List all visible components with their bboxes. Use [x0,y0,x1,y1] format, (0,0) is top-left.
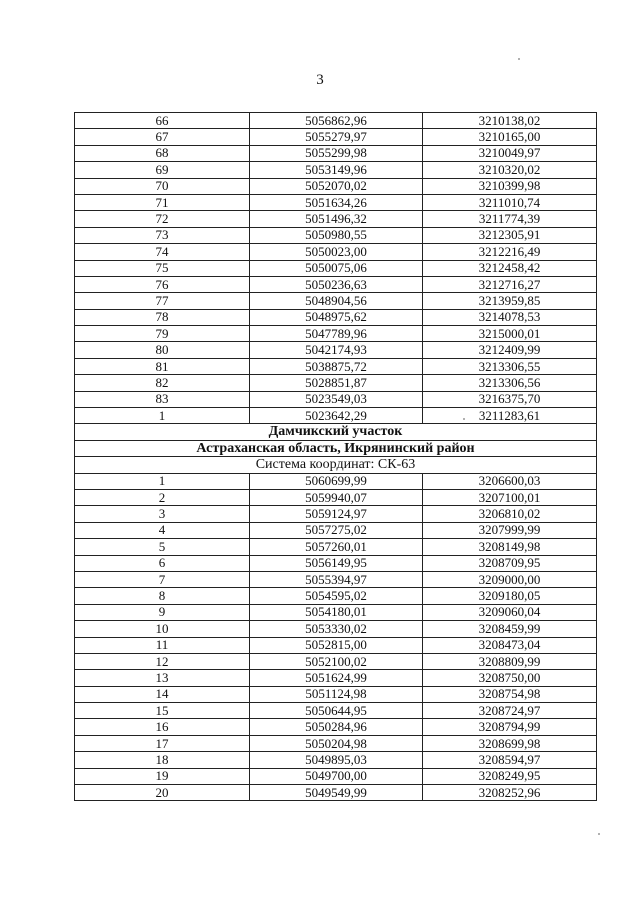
x-coordinate: 5050023,00 [250,244,423,260]
y-coordinate: 3207999,99 [423,522,597,538]
x-coordinate: 5048904,56 [250,293,423,309]
table-row [75,162,597,178]
table-row [75,522,597,538]
x-coordinate: 5047789,96 [250,326,423,342]
table-row [75,686,597,702]
table-row [75,309,597,325]
table-row [75,408,597,424]
table-top-section [75,113,597,424]
y-coordinate: 3208809,99 [423,653,597,669]
x-coordinate: 5051496,32 [250,211,423,227]
x-coordinate: 5023549,03 [250,391,423,407]
table-row [75,375,597,391]
x-coordinate: 5048975,62 [250,309,423,325]
point-number: 9 [75,604,250,620]
coordinates-table [74,112,597,801]
point-number: 83 [75,391,250,407]
table-row [75,260,597,276]
point-number: 68 [75,145,250,161]
x-coordinate: 5052070,02 [250,178,423,194]
y-coordinate: 3208252,96 [423,785,597,801]
table-row [75,293,597,309]
x-coordinate: 5049895,03 [250,752,423,768]
table-row [75,358,597,374]
x-coordinate: 5028851,87 [250,375,423,391]
y-coordinate: 3210399,98 [423,178,597,194]
point-number: 75 [75,260,250,276]
x-coordinate: 5052100,02 [250,653,423,669]
point-number: 20 [75,785,250,801]
x-coordinate: 5050284,96 [250,719,423,735]
y-coordinate: 3208249,95 [423,768,597,784]
table-row [75,719,597,735]
x-coordinate: 5053149,96 [250,162,423,178]
y-coordinate: 3211283,61 [423,408,597,424]
table-row [75,113,597,129]
scan-speckle [598,833,600,835]
y-coordinate: 3209060,04 [423,604,597,620]
table-row [75,604,597,620]
y-coordinate: 3212305,91 [423,227,597,243]
table-row [75,244,597,260]
point-number: 11 [75,637,250,653]
section-title: Дамчикский участок [75,424,597,440]
x-coordinate: 5060699,99 [250,473,423,489]
y-coordinate: 3213959,85 [423,293,597,309]
y-coordinate: 3207100,01 [423,489,597,505]
y-coordinate: 3214078,53 [423,309,597,325]
y-coordinate: 3210320,02 [423,162,597,178]
point-number: 67 [75,129,250,145]
x-coordinate: 5023642,29 [250,408,423,424]
table-row [75,785,597,801]
y-coordinate: 3208709,95 [423,555,597,571]
table-row [75,506,597,522]
x-coordinate: 5051624,99 [250,670,423,686]
table-row [75,326,597,342]
table-row [75,539,597,555]
point-number: 18 [75,752,250,768]
x-coordinate: 5051634,26 [250,194,423,210]
y-coordinate: 3212716,27 [423,276,597,292]
scan-speckle [463,418,465,420]
x-coordinate: 5054180,01 [250,604,423,620]
x-coordinate: 5051124,98 [250,686,423,702]
section-header [75,424,597,473]
x-coordinate: 5050075,06 [250,260,423,276]
point-number: 16 [75,719,250,735]
section-coordinate-system: Система координат: СК-63 [75,457,597,473]
x-coordinate: 5042174,93 [250,342,423,358]
table-row [75,227,597,243]
y-coordinate: 3210049,97 [423,145,597,161]
point-number: 69 [75,162,250,178]
table-row [75,391,597,407]
y-coordinate: 3211774,39 [423,211,597,227]
point-number: 5 [75,539,250,555]
x-coordinate: 5050236,63 [250,276,423,292]
y-coordinate: 3209000,00 [423,571,597,587]
table-row [75,178,597,194]
table-row [75,637,597,653]
x-coordinate: 5055394,97 [250,571,423,587]
point-number: 12 [75,653,250,669]
table-row [75,145,597,161]
point-number: 1 [75,408,250,424]
section-region: Астраханская область, Икрянинский район [75,440,597,456]
table-row [75,555,597,571]
point-number: 13 [75,670,250,686]
table-row [75,653,597,669]
table-row [75,588,597,604]
y-coordinate: 3212216,49 [423,244,597,260]
point-number: 10 [75,621,250,637]
point-number: 2 [75,489,250,505]
x-coordinate: 5054595,02 [250,588,423,604]
table-row [75,768,597,784]
y-coordinate: 3206810,02 [423,506,597,522]
y-coordinate: 3211010,74 [423,194,597,210]
table-row [75,129,597,145]
table-row [75,621,597,637]
y-coordinate: 3208459,99 [423,621,597,637]
point-number: 14 [75,686,250,702]
x-coordinate: 5059940,07 [250,489,423,505]
x-coordinate: 5057275,02 [250,522,423,538]
table-row [75,194,597,210]
point-number: 81 [75,358,250,374]
x-coordinate: 5059124,97 [250,506,423,522]
page-number: 3 [316,72,324,88]
point-number: 17 [75,735,250,751]
scan-speckle [518,58,520,60]
y-coordinate: 3208473,04 [423,637,597,653]
point-number: 19 [75,768,250,784]
point-number: 73 [75,227,250,243]
y-coordinate: 3206600,03 [423,473,597,489]
x-coordinate: 5053330,02 [250,621,423,637]
table-row [75,571,597,587]
point-number: 80 [75,342,250,358]
y-coordinate: 3210165,00 [423,129,597,145]
point-number: 82 [75,375,250,391]
table-row [75,342,597,358]
table-row [75,735,597,751]
y-coordinate: 3212409,99 [423,342,597,358]
x-coordinate: 5055299,98 [250,145,423,161]
point-number: 78 [75,309,250,325]
table-row [75,276,597,292]
point-number: 6 [75,555,250,571]
point-number: 4 [75,522,250,538]
point-number: 7 [75,571,250,587]
x-coordinate: 5057260,01 [250,539,423,555]
point-number: 71 [75,194,250,210]
x-coordinate: 5056862,96 [250,113,423,129]
point-number: 8 [75,588,250,604]
y-coordinate: 3208699,98 [423,735,597,751]
point-number: 72 [75,211,250,227]
x-coordinate: 5038875,72 [250,358,423,374]
table-row [75,752,597,768]
table-row [75,489,597,505]
point-number: 66 [75,113,250,129]
point-number: 74 [75,244,250,260]
point-number: 77 [75,293,250,309]
y-coordinate: 3208754,98 [423,686,597,702]
y-coordinate: 3208794,99 [423,719,597,735]
table-bottom-section [75,473,597,801]
y-coordinate: 3208149,98 [423,539,597,555]
point-number: 15 [75,703,250,719]
x-coordinate: 5050980,55 [250,227,423,243]
x-coordinate: 5050204,98 [250,735,423,751]
y-coordinate: 3212458,42 [423,260,597,276]
table-row [75,670,597,686]
x-coordinate: 5049700,00 [250,768,423,784]
x-coordinate: 5052815,00 [250,637,423,653]
y-coordinate: 3213306,55 [423,358,597,374]
y-coordinate: 3215000,01 [423,326,597,342]
y-coordinate: 3210138,02 [423,113,597,129]
y-coordinate: 3209180,05 [423,588,597,604]
point-number: 1 [75,473,250,489]
y-coordinate: 3208594,97 [423,752,597,768]
y-coordinate: 3208750,00 [423,670,597,686]
x-coordinate: 5056149,95 [250,555,423,571]
x-coordinate: 5055279,97 [250,129,423,145]
x-coordinate: 5050644,95 [250,703,423,719]
y-coordinate: 3216375,70 [423,391,597,407]
table-row [75,473,597,489]
y-coordinate: 3208724,97 [423,703,597,719]
table-row [75,703,597,719]
point-number: 3 [75,506,250,522]
point-number: 79 [75,326,250,342]
point-number: 70 [75,178,250,194]
point-number: 76 [75,276,250,292]
x-coordinate: 5049549,99 [250,785,423,801]
table-row [75,211,597,227]
y-coordinate: 3213306,56 [423,375,597,391]
